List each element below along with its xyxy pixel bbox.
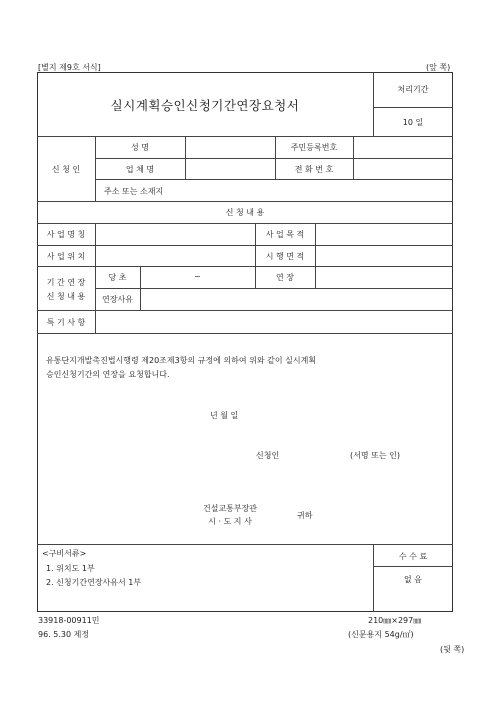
address-label: 주소 또는 소재지: [104, 187, 164, 196]
enactment-date: 96. 5.30 제정: [38, 630, 90, 639]
required-documents-title: <구비서류>: [42, 549, 87, 558]
signature-note: (서명 또는 인): [350, 451, 400, 460]
rule: [37, 266, 453, 267]
resident-number-label: 주민등록번호: [290, 143, 338, 152]
business-name-label: 업 체 명: [125, 165, 155, 174]
rule: [185, 136, 186, 179]
required-document-item: 1. 위치도 1부: [46, 564, 95, 573]
processing-period-value: 10 일: [402, 118, 424, 127]
statement-line-1: 유통단지개발촉진법시행령 제20조제3항의 규정에 의하여 위와 같이 실시계획: [46, 356, 317, 365]
required-document-item: 2. 신청기간연장사유서 1부: [46, 578, 142, 587]
period-tilde: ~: [194, 272, 201, 281]
area-label: 시 행 면 적: [265, 252, 305, 261]
extension-reason-label: 연장사유: [102, 295, 133, 304]
back-side-label: (뒷 쪽): [440, 645, 465, 654]
rule: [37, 136, 453, 137]
rule: [37, 310, 453, 311]
rule: [95, 310, 96, 333]
fee-label: 수 수 료: [398, 552, 428, 561]
processing-period-label: 처리기간: [397, 85, 429, 94]
statement-line-2: 승인신청기간의 연장을 요청합니다.: [46, 370, 170, 379]
extension-label: 연 장: [276, 273, 294, 282]
rule: [37, 333, 453, 334]
fee-value: 없 음: [404, 575, 422, 584]
date-line: 년 월 일: [210, 411, 239, 420]
rule: [37, 201, 453, 202]
original-period-label: 당 초: [108, 273, 127, 282]
page-side-label: (앞 쪽): [426, 63, 451, 72]
recipient-governor: 시 · 도 지 사: [208, 517, 252, 526]
rule: [37, 223, 453, 224]
applicant-signature-label: 신청인: [256, 451, 280, 460]
paper-type: (신문용지 54g/㎡): [348, 630, 414, 639]
form-code: 33918-00911민: [38, 616, 100, 625]
rule: [37, 245, 453, 246]
extension-period-label-line1: 기 간 연 장: [46, 278, 86, 287]
form-frame: [37, 72, 453, 612]
name-label: 성 명: [131, 143, 149, 152]
rule: [37, 544, 453, 545]
rule: [353, 136, 354, 179]
extension-period-label-line2: 신 청 내 용: [46, 292, 86, 301]
project-purpose-label: 사 업 목 적: [265, 230, 305, 239]
paper-size: 210㎜×297㎜: [368, 616, 422, 625]
request-section-title: 신 청 내 용: [225, 208, 265, 217]
applicant-section-label: 신 청 인: [51, 165, 81, 174]
rule: [95, 288, 453, 289]
rule: [95, 158, 453, 159]
form-title: 실시계획승인신청기간연장요청서: [110, 98, 300, 113]
project-location-label: 사 업 위 치: [46, 252, 86, 261]
rule: [95, 179, 453, 180]
honorific: 귀하: [297, 511, 313, 520]
phone-number-label: 전 화 번 호: [294, 165, 334, 174]
project-name-label: 사 업 명 칭: [46, 230, 86, 239]
form-number: [별지 제9호 서식]: [38, 63, 101, 72]
rule: [373, 107, 453, 108]
rule: [315, 223, 316, 288]
rule: [373, 566, 453, 567]
recipient-minister: 건설교통부장관: [202, 504, 258, 513]
special-notes-label: 특 기 사 항: [46, 318, 86, 327]
